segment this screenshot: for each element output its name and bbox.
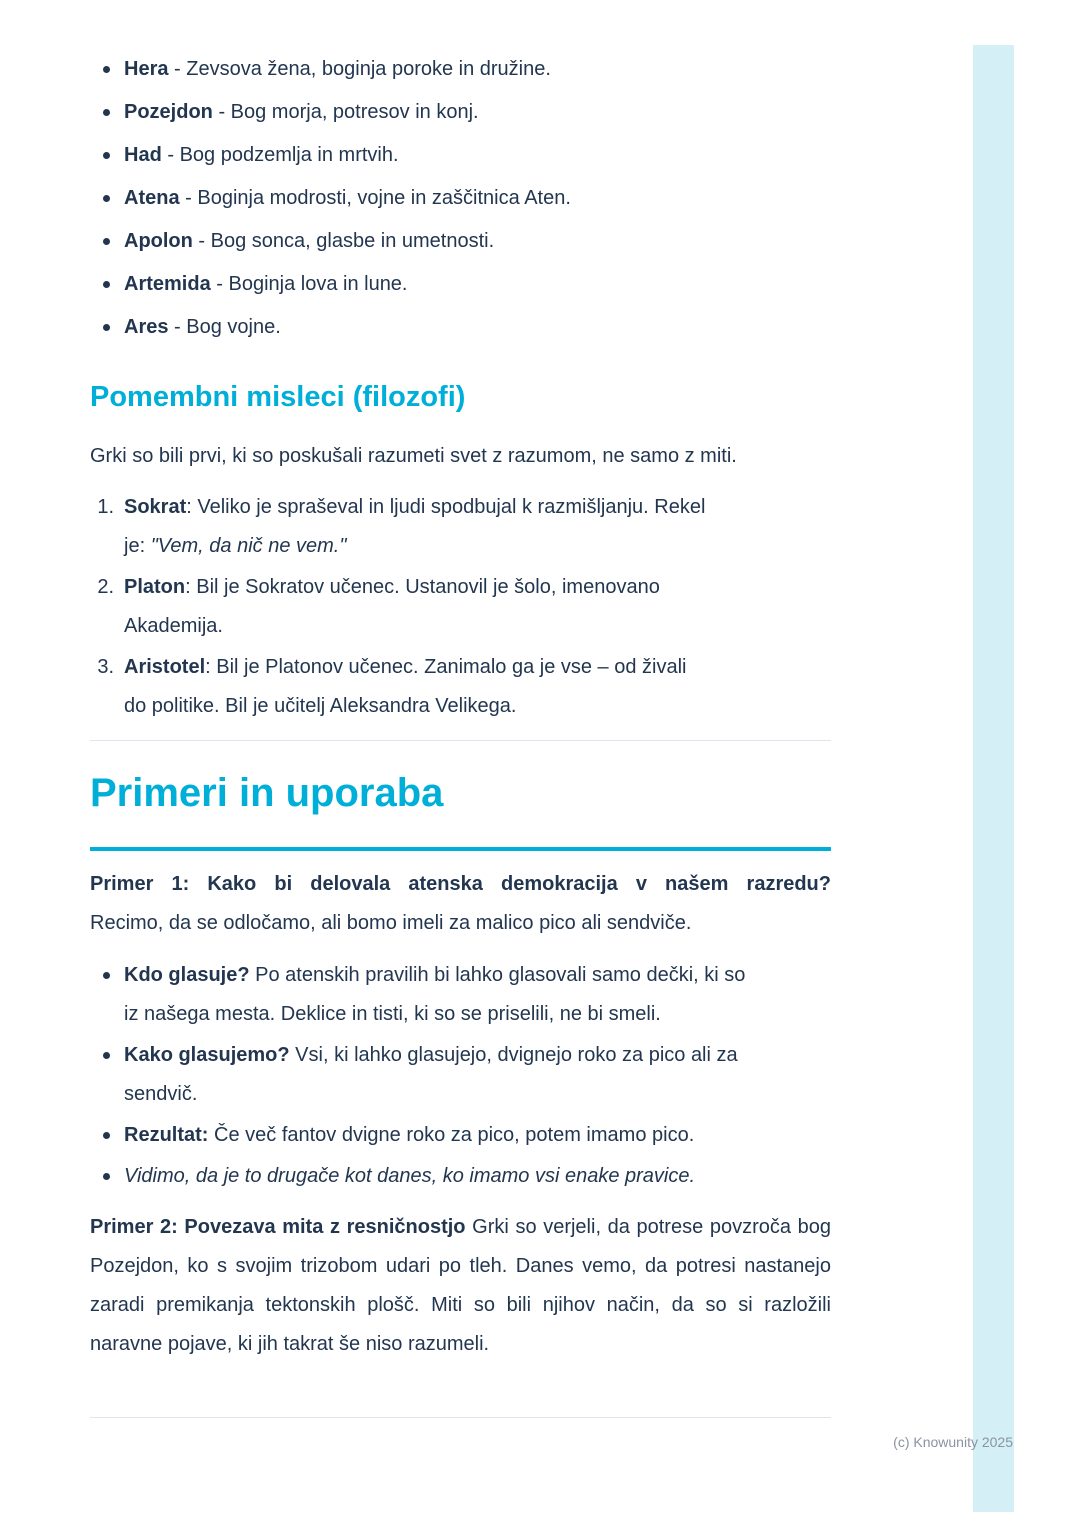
term: Apolon bbox=[124, 230, 193, 252]
term: Artemida bbox=[124, 273, 211, 295]
quote-text: "Vem, da nič ne vem." bbox=[150, 535, 347, 557]
term: Kako glasujemo? bbox=[124, 1044, 290, 1066]
copyright-footer: (c) Knowunity 2025 bbox=[893, 1434, 1013, 1450]
bottom-divider bbox=[90, 1417, 831, 1418]
term: Sokrat bbox=[124, 496, 187, 518]
term-description: - Zevsova žena, boginja poroke in družine. bbox=[168, 58, 551, 80]
list-item bbox=[90, 1036, 761, 1114]
term-description: : Veliko je spraševal in ljudi spodbujal k razmišljanju. Rekel je: bbox=[124, 496, 706, 557]
term-description: - Bog podzemlja in mrtvih. bbox=[161, 144, 399, 166]
list-item bbox=[90, 956, 761, 1034]
term: Aristotel bbox=[124, 656, 206, 678]
list-item bbox=[90, 1157, 761, 1196]
list-item bbox=[90, 648, 706, 726]
list-item bbox=[90, 93, 831, 132]
example1-intro: Recimo, da se odločamo, ali bomo imeli za malico pico ali sendviče. bbox=[90, 912, 692, 934]
gods-list bbox=[90, 50, 831, 347]
term-description: - Boginja lova in lune. bbox=[210, 273, 408, 295]
term-description: - Boginja modrosti, vojne in zaščitnica Aten. bbox=[179, 187, 571, 209]
right-edge-stripe bbox=[973, 45, 1014, 1512]
section-title-philosophers: Pomembni misleci (filozofi) bbox=[90, 381, 466, 413]
term-description: - Bog morja, potresov in konj. bbox=[212, 101, 479, 123]
term-description: - Bog vojne. bbox=[168, 316, 281, 338]
term-description: Vsi, ki lahko glasujejo, dvignejo roko za pico ali za sendvič. bbox=[124, 1044, 738, 1105]
term: Ares bbox=[124, 316, 169, 338]
term: Had bbox=[124, 144, 162, 166]
list-item bbox=[90, 222, 831, 261]
example1-heading: Primer 1: Kako bi delovala atenska demokracija v našem razredu? bbox=[90, 873, 831, 895]
example2-paragraph bbox=[90, 1208, 831, 1364]
example2-text: Grki so verjeli, da potrese povzroča bog Pozejdon, ko s svojim trizobom udari po tleh. Danes vemo, da potresi nastanejo zaradi premikanja tektonskih plošč. Miti so bili njihov način, da so si razložili naravne pojave, ki jih takrat še niso razumeli. bbox=[90, 1216, 831, 1355]
section-title-examples: Primeri in uporaba bbox=[90, 771, 444, 815]
list-item bbox=[90, 50, 831, 89]
term-description: : Bil je Sokratov učenec. Ustanovil je šolo, imenovano Akademija. bbox=[124, 576, 660, 637]
term: Pozejdon bbox=[124, 101, 213, 123]
content-column bbox=[90, 0, 831, 1418]
term: Rezultat: bbox=[124, 1124, 209, 1146]
list-item bbox=[90, 1116, 761, 1155]
list-item bbox=[90, 568, 706, 646]
term-description: Po atenskih pravilih bi lahko glasovali samo dečki, ki so iz našega mesta. Deklice in tisti, ki so se priselili, ne bi smeli. bbox=[124, 964, 746, 1025]
section-divider bbox=[90, 740, 831, 741]
example1-bullet-list bbox=[90, 956, 831, 1196]
list-item bbox=[90, 265, 831, 304]
term-description: - Bog sonca, glasbe in umetnosti. bbox=[192, 230, 495, 252]
philosophers-intro: Grki so bili prvi, ki so poskušali razumeti svet z razumom, ne samo z miti. bbox=[90, 445, 737, 467]
list-item bbox=[90, 136, 831, 175]
accent-underline bbox=[90, 847, 831, 851]
list-item bbox=[90, 488, 706, 566]
term: Atena bbox=[124, 187, 180, 209]
term: Platon bbox=[124, 576, 186, 598]
list-item bbox=[90, 308, 831, 347]
example2-heading: Primer 2: Povezava mita z resničnostjo bbox=[90, 1216, 466, 1238]
philosophers-list bbox=[90, 488, 831, 726]
term: Hera bbox=[124, 58, 169, 80]
term-description: Če več fantov dvigne roko za pico, potem imamo pico. bbox=[208, 1124, 695, 1146]
term-description: : Bil je Platonov učenec. Zanimalo ga je vse – od živali do politike. Bil je učitelj Aleksandra Velikega. bbox=[124, 656, 687, 717]
term: Kdo glasuje? bbox=[124, 964, 250, 986]
italic-note: Vidimo, da je to drugače kot danes, ko imamo vsi enake pravice. bbox=[124, 1165, 696, 1187]
list-item bbox=[90, 179, 831, 218]
